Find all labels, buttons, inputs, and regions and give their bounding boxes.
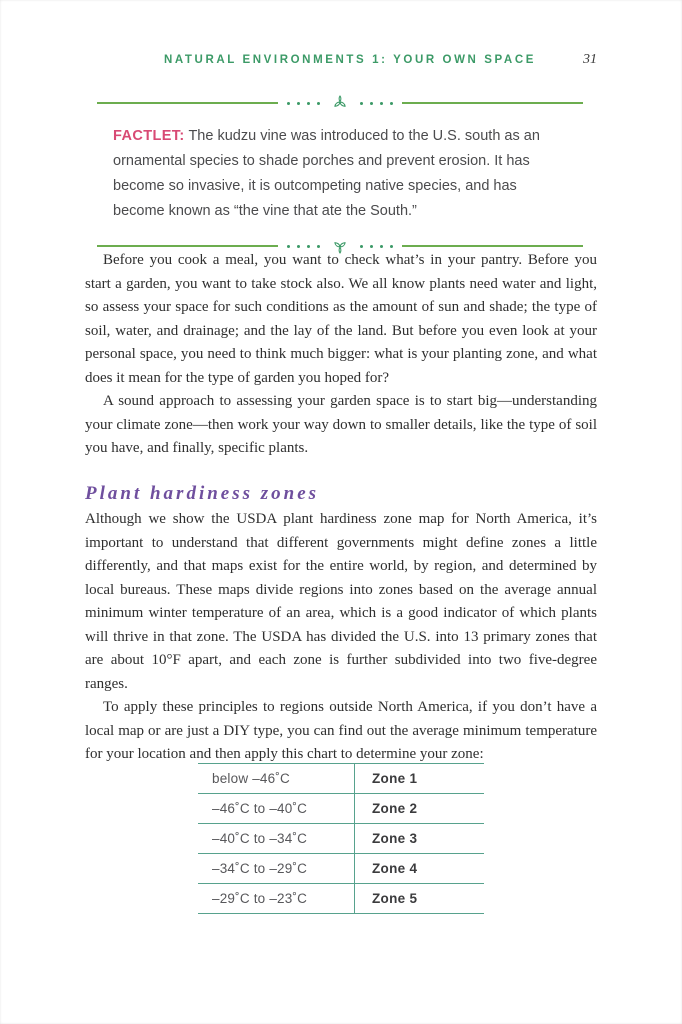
divider-dots	[287, 245, 320, 248]
divider-rule	[402, 102, 583, 104]
temp-range-cell: below –46˚C	[198, 764, 355, 794]
page-number: 31	[583, 52, 597, 67]
divider-dots	[360, 102, 393, 105]
section-heading: Plant hardiness zones	[85, 482, 320, 504]
chapter-title: NATURAL ENVIRONMENTS 1: YOUR OWN SPACE	[163, 54, 537, 66]
temp-range-cell: –29˚C to –23˚C	[198, 884, 355, 914]
zone-cell: Zone 3	[355, 824, 485, 854]
table-row	[198, 854, 484, 884]
paragraph: Although we show the USDA plant hardiness zone map for North America, it’s important to understand that different governments might define zones a little differently, and that maps exist for the entire world, by region, and determined by local bureaus. These maps divide regions into zones based on the average annual minimum winter temperature of an area, which is a good indicator of which plants will thrive in that zone. The USDA has divided the U.S. into 13 primary zones that are about 10°F apart, and each zone is further subdivided into two five-degree ranges.	[85, 511, 597, 692]
zone-cell: Zone 2	[355, 794, 485, 824]
divider-rule	[97, 102, 278, 104]
divider-rule	[97, 245, 278, 247]
zone-cell: Zone 4	[355, 854, 485, 884]
table-row	[198, 824, 484, 854]
divider-rule	[402, 245, 583, 247]
zone-table	[198, 763, 484, 914]
temp-range-cell: –40˚C to –34˚C	[198, 824, 355, 854]
factlet-paragraph	[113, 124, 567, 224]
table-row	[198, 764, 484, 794]
table-row	[198, 884, 484, 914]
factlet-box	[97, 94, 583, 255]
divider-dots	[287, 102, 320, 105]
divider-dots	[360, 245, 393, 248]
factlet-text: The kudzu vine was introduced to the U.S. south as an ornamental species to shade porches and prevent erosion. It has become so invasive, it is outcompeting native species, and has become known as “the vine that ate the South.”	[113, 128, 540, 219]
paragraph: To apply these principles to regions outside North America, if you don’t have a local map or are just a DIY type, you can find out the average minimum temperature for your location and then apply this chart to determine your zone:	[85, 699, 597, 762]
sprout-icon	[331, 94, 349, 112]
paragraph: Before you cook a meal, you want to check what’s in your pantry. Before you start a garden, you want to take stock also. We all know plants need water and light, so assess your space for such conditions as the amount of sun and shade; the type of soil, water, and drainage; and the lay of the land. But before you even look at your personal space, you need to think much bigger: what is your planting zone, and what does it mean for the type of garden you hoped for?	[85, 252, 597, 386]
body-copy	[85, 249, 597, 767]
paragraph: A sound approach to assessing your garden space is to start big—understanding your climate zone—then work your way down to smaller details, like the type of soil you have, and finally, specific plants.	[85, 393, 597, 456]
table-row	[198, 794, 484, 824]
factlet-label: FACTLET:	[113, 128, 185, 144]
temp-range-cell: –46˚C to –40˚C	[198, 794, 355, 824]
temp-range-cell: –34˚C to –29˚C	[198, 854, 355, 884]
zone-cell: Zone 5	[355, 884, 485, 914]
running-head	[85, 52, 597, 68]
divider-top	[97, 94, 583, 112]
zone-cell: Zone 1	[355, 764, 485, 794]
